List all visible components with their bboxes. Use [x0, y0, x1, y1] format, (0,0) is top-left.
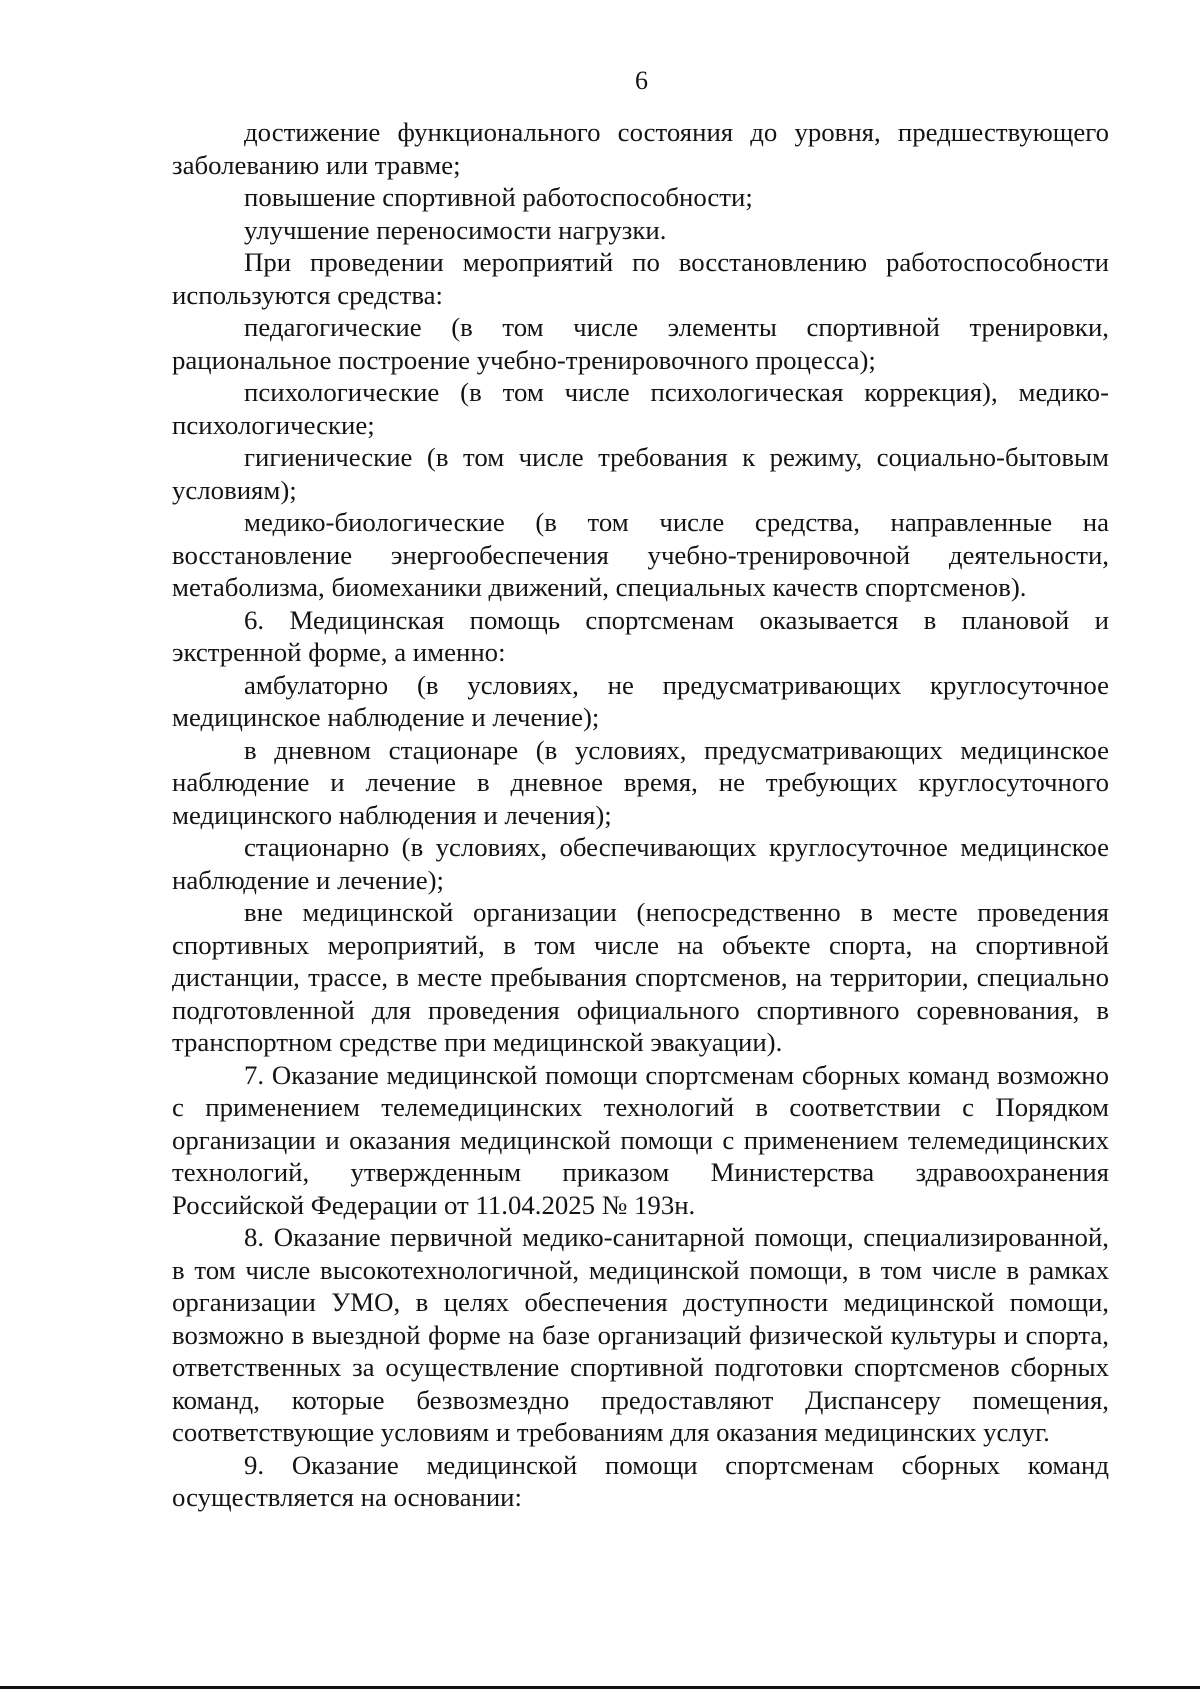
paragraph: повышение спортивной работоспособности; [244, 182, 753, 212]
paragraph: психологические (в том числе психологическая коррекция), медико-психологические; [172, 377, 1109, 440]
bottom-border-line [0, 1686, 1200, 1689]
paragraph: достижение функционального состояния до уровня, предшествующего заболеванию или травме; [172, 117, 1109, 180]
paragraph: амбулаторно (в условиях, не предусматривающих круглосуточное медицинское наблюдение и лечение); [172, 669, 1109, 732]
paragraph: улучшение переносимости нагрузки. [244, 214, 667, 245]
paragraph: 9. Оказание медицинской помощи спортсменам сборных команд осуществляется на основании: [172, 1449, 1109, 1512]
paragraph: гигиенические (в том числе требования к режиму, социально-бытовым условиям); [172, 442, 1109, 505]
paragraph: в дневном стационаре (в условиях, предусматривающих медицинское наблюдение и лечение в дневное время, не требующих круглосуточного медицинского наблюдения и лечения); [172, 734, 1109, 830]
paragraph: 6. Медицинская помощь спортсменам оказывается в плановой и экстренной форме, а именно: [172, 604, 1109, 667]
paragraph: 8. Оказание первичной медико-санитарной помощи, специализированной, в том числе высокотехнологичной, медицинской помощи, в том числе в рамках организации УМО, в целях обеспечения доступности медицинской помощи, возможно в выездной форме на базе организаций физической культуры и спорта, ответственных за осуществление спортивной подготовки спортсменов сборных команд, которые безвозмездно предоставляют Диспансеру помещения, соответствующие условиям и требованиям для оказания медицинских услуг. [172, 1222, 1109, 1447]
paragraph: стационарно (в условиях, обеспечивающих круглосуточное медицинское наблюдение и лечение); [172, 832, 1109, 895]
paragraph: 7. Оказание медицинской помощи спортсменам сборных команд возможно с применением телемедицинских технологий в соответствии с Порядком организации и оказания медицинской помощи с применением телемедицинских технологий, утвержденным приказом Министерства здравоохранения Российской Федерации от 11.04.2025 № 193н. [172, 1059, 1109, 1220]
paragraph: медико-биологические (в том числе средства, направленные на восстановление энергообеспечения учебно-тренировочной деятельности, метаболизма, биомеханики движений, специальных качеств спортсменов). [172, 507, 1109, 602]
paragraph: При проведении мероприятий по восстановлению работоспособности используются средства: [172, 247, 1109, 310]
paragraph: педагогические (в том числе элементы спортивной тренировки, рациональное построение учебно-тренировочного процесса); [172, 312, 1109, 375]
page-number: 6 [635, 66, 648, 95]
paragraph: вне медицинской организации (непосредственно в месте проведения спортивных мероприятий, в том числе на объекте спорта, на спортивной дистанции, трассе, в месте пребывания спортсменов, на территории, специально подготовленной для проведения официального спортивного соревнования, в транспортном средстве при медицинской эвакуации). [172, 897, 1109, 1057]
document-body [172, 116, 1109, 1514]
